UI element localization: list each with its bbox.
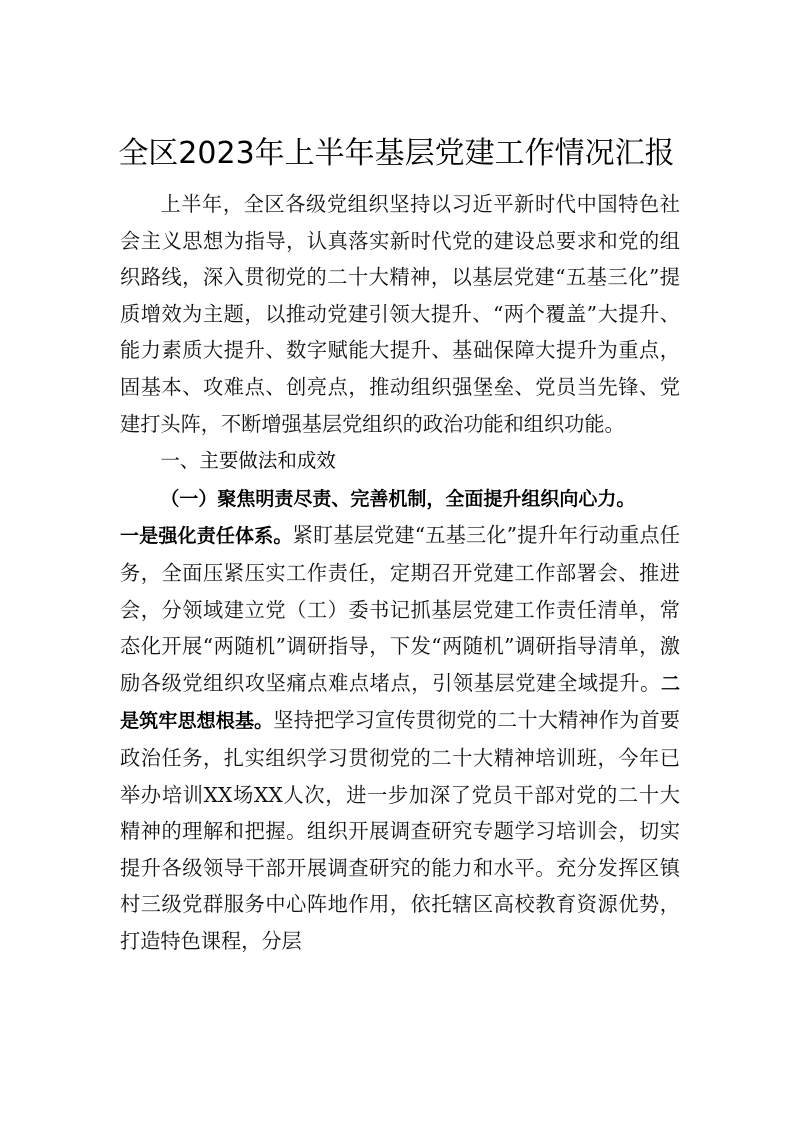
point-two-text: 坚持把学习宣传贯彻党的二十大精神作为首要政治任务，扎实组织学习贯彻党的二十大精神培训班，今年已举办培训XX场XX人次，进一步加深了党员干部对党的二十大精神的理解和把握。组织开展调查研究专题学习培训会，切实提升各级领导干部开展调查研究的能力和水平。充分发挥区镇村三级党群服务中心阵地作用，依托辖区高校教育资源优势，打造特色课程，分层 xyxy=(120,708,680,953)
point-one-text: 紧盯基层党建“五基三化”提升年行动重点任务，全面压紧压实工作责任，定期召开党建工作部署会、推进会，分领域建立党（工）委书记抓基层党建工作责任清单，常态化开展“两随机”调研指导，下发“两随机”调研指导清单，激励各级党组织攻坚痛点难点堵点，引领基层党建全域提升。 xyxy=(120,523,680,695)
section-heading xyxy=(120,442,680,480)
body-paragraph xyxy=(120,517,680,959)
point-one-lead: 一是强化责任体系。 xyxy=(120,525,293,548)
subsection-heading xyxy=(120,480,680,518)
section-heading-text: 一、主要做法和成效 xyxy=(160,449,336,473)
point-two-lead: 二是筑牢思想根基。 xyxy=(120,672,680,733)
document-body xyxy=(120,186,680,959)
document-title: 全区2023年上半年基层党建工作情况汇报 xyxy=(118,136,675,171)
subsection-heading-text: （一）聚焦明责尽责、完善机制，全面提升组织向心力。 xyxy=(160,487,636,510)
intro-paragraph: 上半年，全区各级党组织坚持以习近平新时代中国特色社会主义思想为指导，认真落实新时代党的建设总要求和党的组织路线，深入贯彻党的二十大精神，以基层党建“五基三化”提质增效为主题，以推动党建引领大提升、“两个覆盖”大提升、能力素质大提升、数字赋能大提升、基础保障大提升为重点，固基本、攻难点、创亮点，推动组织强堡垒、党员当先锋、党建打头阵，不断增强基层党组织的政治功能和组织功能。 xyxy=(120,192,680,436)
